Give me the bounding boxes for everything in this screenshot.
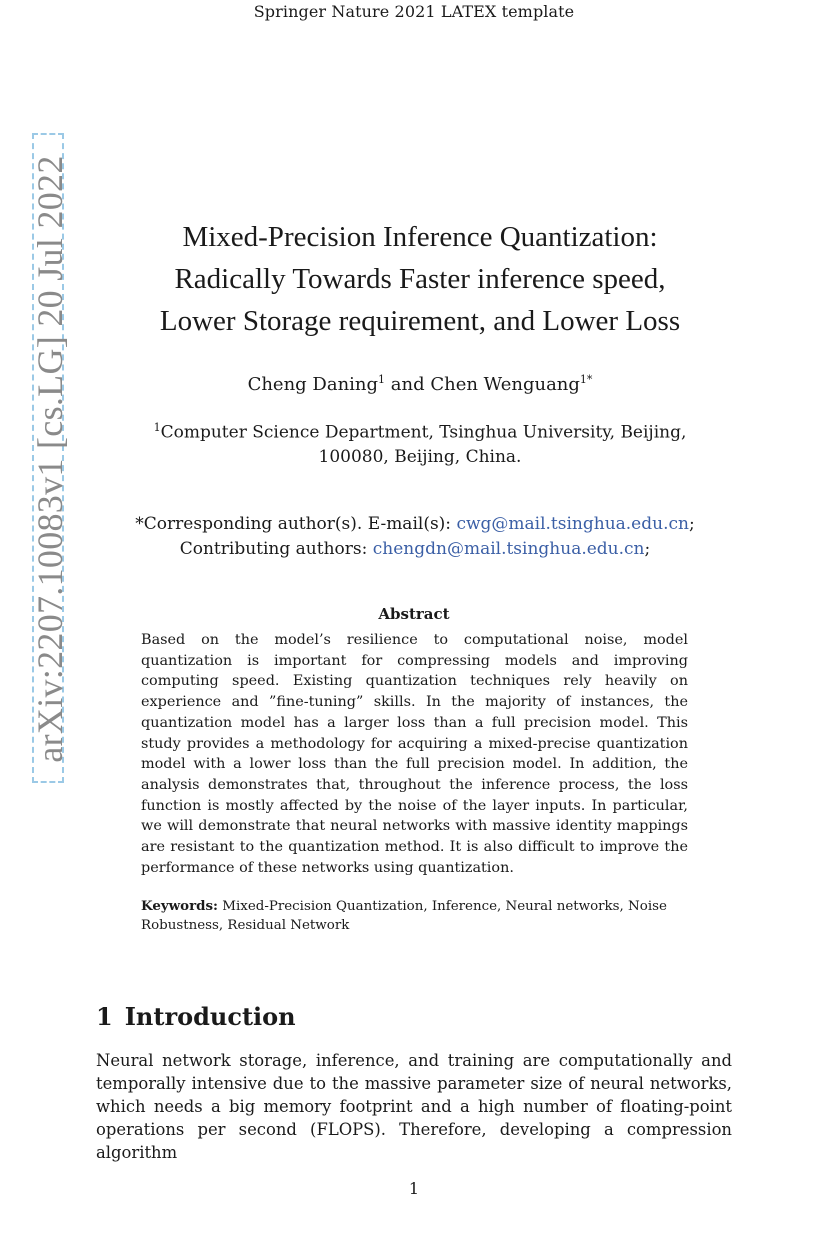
semicolon-2: ;: [644, 539, 651, 559]
affiliation-line-2: 100080, Beijing, China.: [318, 446, 522, 467]
section-number: 1: [96, 1002, 113, 1031]
affiliation: [110, 416, 730, 469]
running-head: Springer Nature 2021 LATEX template: [253, 2, 575, 21]
affiliation-mark: 1: [153, 421, 161, 434]
author-2: Chen Wenguang: [430, 374, 580, 395]
contact-block: [100, 512, 730, 562]
keywords-label: Keywords:: [141, 898, 219, 914]
keywords-text: Mixed-Precision Quantization, Inference, Neural networks, Noise Robustness, Residual Network: [141, 899, 672, 933]
paper-title: [110, 216, 730, 342]
contributing-label: Contributing authors:: [179, 539, 373, 559]
author-1-affil-mark: 1: [378, 373, 386, 386]
abstract-text: Based on the model’s resilience to computational noise, model quantization is important for compressing models and improving computing speed. Existing quantization techniques rely heavily on experience and ”fine-tuning” skills. In the majority of instances, the quantization model has a larger loss than a full precision model. This study provides a methodology for acquiring a mixed-precise quantization model with a lower loss than the full precision model. In addition, the analysis demonstrates that, throughout the inference process, the loss function is mostly affected by the noise of the layer inputs. In particular, we will demonstrate that neural networks with massive identity mappings are resistant to the quantization method. It is also difficult to improve the performance of these networks using quantization.: [141, 632, 688, 876]
title-line-3: Lower Storage requirement, and Lower Loss: [159, 305, 681, 337]
title-line-1: Mixed-Precision Inference Quantization:: [182, 221, 658, 253]
keywords: [141, 897, 688, 935]
title-line-2: Radically Towards Faster inference speed,: [174, 263, 666, 295]
corresponding-label: *Corresponding author(s). E-mail(s):: [135, 514, 457, 534]
corresponding-email-link[interactable]: cwg@mail.tsinghua.edu.cn: [456, 514, 689, 534]
abstract-heading: Abstract: [378, 605, 450, 623]
author-1: Cheng Daning: [247, 374, 379, 395]
page-number: 1: [408, 1179, 420, 1198]
section-heading: [96, 1002, 296, 1031]
author-list: [110, 373, 730, 395]
affiliation-line-1: Computer Science Department, Tsinghua University, Beijing,: [160, 422, 687, 443]
semicolon-1: ;: [688, 514, 695, 534]
arxiv-identifier[interactable]: arXiv:2207.10083v1 [cs.LG] 20 Jul 2022: [30, 155, 70, 763]
arxiv-stamp: [28, 133, 72, 785]
authors-and: and: [385, 374, 431, 395]
section-title: Introduction: [124, 1002, 296, 1031]
section-text: Neural network storage, inference, and training are computationally and temporally intensive due to the massive parameter size of neural networks, which needs a big memory footprint and a high number of floating-point operations per second (FLOPS). Therefore, developing a compression algorithm: [96, 1051, 732, 1162]
author-2-affil-mark: 1*: [579, 373, 593, 386]
contributing-email-link[interactable]: chengdn@mail.tsinghua.edu.cn: [372, 539, 645, 559]
